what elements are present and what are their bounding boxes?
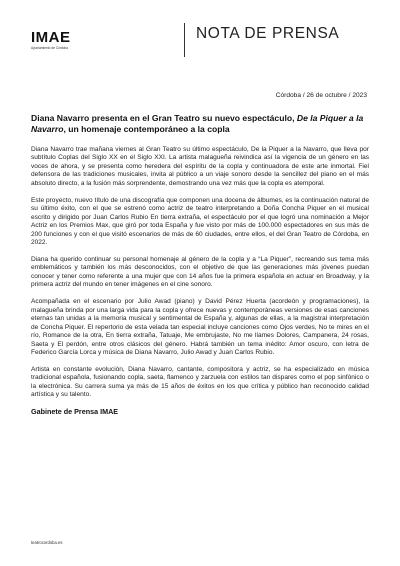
- headline-part1: Diana Navarro presenta en el Gran Teatro su nuevo espectáculo,: [31, 113, 297, 123]
- document-type-title: NOTA DE PRENSA: [196, 25, 340, 42]
- headline: [31, 113, 373, 135]
- press-release-body: [31, 146, 369, 417]
- paragraph-4: Acompañada en el escenario por Julio Awad (piano) y David Pérez Huerta (acordeón y programaciones), la malagueña brinda por una larga vida para la copla y ofrece nuevas y contemporáneas versiones de esas canciones eternas tan unidas a la memoria musical y sentimental de España y, algunas de ellas, a la magistral interpretación de Concha Piquer. El repertorio de esta velada tan especial incluye canciones como Ojos verdes, No te mires en el río, Romance de la otra, En tierra extraña, Tatuaje, Me embrujaste, No me llames Dolores, Campanera, 24 rosas, Saeta y El perdón, entre otros clásicos del género. Habrá también un tema inédito: Amor oscuro, con letra de Federico García Lorca y música de Diana Navarro, Julio Awad y Juan Carlos Rubio.: [31, 298, 369, 357]
- dateline: Córdoba / 26 de octubre / 2023: [275, 92, 367, 99]
- headline-part3: , un homenaje contemporáneo a la copla: [63, 123, 230, 134]
- logo-text: IMAE: [31, 29, 71, 46]
- paragraph-5: Artista en constante evolución, Diana Navarro, cantante, compositora y actriz, se ha especializado en música tradicional española, fusionando copla, saeta, flamenco y zarzuela con estilos tan dispares como el pop sinfónico o la electrónica. Su carrera suma ya más de 15 años de éxitos en los que crítica y público han reconocido calidad artística y su talento.: [31, 365, 369, 399]
- footer-url-link[interactable]: teatrocordoba.es: [31, 540, 63, 545]
- imae-logo: [31, 30, 77, 51]
- paragraph-2: Este proyecto, nuevo título de una discografía que componen una docena de álbumes, es la continuación natural de su último éxito, con el que se estrenó como actriz de teatro interpretando a Doña Concha Piquer en el musical escrito y dirigido por Juan Carlos Rubio En tierra extraña, el espectáculo por el que logró una nominación a Mejor Actriz en los Premios Max, que giró por toda España y fue visto por más de 100.000 espectadores en sus más de 200 funciones y con el que visitó escenarios de más de 60 ciudades, entre ellos, el del Gran Teatro de Córdoba, en 2022.: [31, 196, 369, 247]
- headline-show-title: De la Piquer a la Navarro: [31, 113, 364, 134]
- logo-subtitle: Ayuntamiento de Córdoba: [31, 46, 68, 50]
- paragraph-1: Diana Navarro trae mañana viernes al Gran Teatro su último espectáculo, De la Piquer a la Navarro, que lleva por subtítulo Coplas del Siglo XX en el Siglo XXI. La artista malagueña reivindica así la vigencia de un género en las voces de ahora, y se presenta como heredera del espíritu de la copla y continuadora de este arte inmortal. Fiel defensora de las tradiciones musicales, invita al público a un viaje sonoro desde la sencillez del piano en el más absoluto directo, a la fusión más sorprendente, demostrando una vez más que la copla es atemporal.: [31, 146, 369, 187]
- signature: Gabinete de Prensa IMAE: [31, 407, 119, 417]
- paragraph-3: Diana ha querido continuar su personal homenaje al género de la copla y a “La Piquer”, recreando sus tema más emblemáticos y también los más desconocidos, con el objetivo de que las generaciones más jóvenes puedan conocer y tener como referente a una mujer que con 14 años fue la primera española en actuar en Broadway, y la primera actriz del mundo en tener imágenes en el cine sonoro.: [31, 255, 369, 289]
- header-divider: [184, 23, 185, 57]
